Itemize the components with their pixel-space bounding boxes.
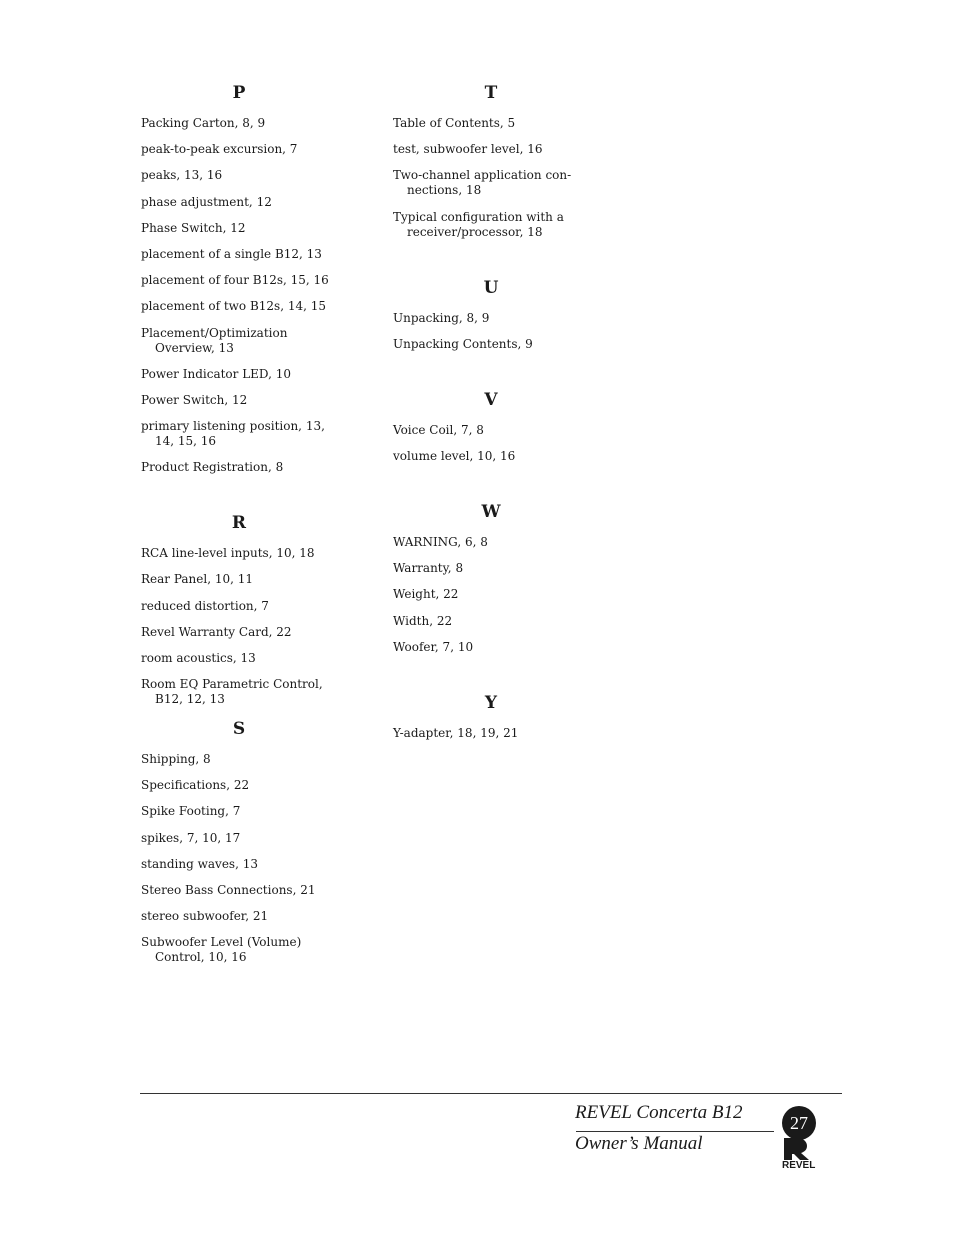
section-letter-v: V	[484, 390, 498, 410]
index-entry: test, subwoofer level, 16	[393, 142, 543, 156]
index-entry: Woofer, 7, 10	[393, 640, 474, 654]
index-entry: volume level, 10, 16	[393, 449, 516, 463]
section-letter-y: Y	[484, 693, 498, 713]
section-letter-t: T	[484, 83, 498, 103]
index-entry: Specifications, 22	[141, 778, 250, 792]
index-entry: Rear Panel, 10, 11	[141, 572, 253, 586]
index-entry: Power Indicator LED, 10	[141, 367, 292, 381]
index-entry: Voice Coil, 7, 8	[393, 423, 484, 437]
page-number-badge	[782, 1106, 816, 1140]
index-entry: RCA line-level inputs, 10, 18	[141, 546, 315, 560]
index-entry: peak-to-peak excursion, 7	[141, 142, 298, 156]
index-entry: Revel Warranty Card, 22	[141, 625, 292, 639]
index-entry: Shipping, 8	[141, 752, 211, 766]
index-entry: Unpacking Contents, 9	[393, 337, 533, 351]
logo-text: REVEL	[782, 1160, 816, 1170]
index-entry: placement of two B12s, 14, 15	[141, 299, 326, 313]
index-entry: reduced distortion, 7	[141, 599, 269, 613]
page-number: 27	[790, 1112, 808, 1133]
index-entry: room acoustics, 13	[141, 651, 256, 665]
footer-title-divider	[576, 1131, 774, 1132]
index-entry: Product Registration, 8	[141, 460, 284, 474]
section-letter-w: W	[481, 502, 501, 522]
index-entry: Placement/Optimization Overview, 13	[141, 326, 288, 355]
index-entry: stereo subwoofer, 21	[141, 909, 269, 923]
index-entry: spikes, 7, 10, 17	[141, 831, 241, 845]
index-entry: placement of a single B12, 13	[141, 247, 322, 261]
revel-logo-icon	[780, 1136, 826, 1170]
footer-product-title: REVEL Concerta B12	[575, 1102, 743, 1123]
index-entry: peaks, 13, 16	[141, 168, 223, 182]
section-letter-u: U	[483, 278, 499, 298]
index-entry: phase adjustment, 12	[141, 195, 272, 209]
index-entry: Typical configuration with a receiver/processor, 18	[393, 210, 564, 239]
footer-manual-title: Owner’s Manual	[575, 1133, 703, 1154]
index-entry: placement of four B12s, 15, 16	[141, 273, 329, 287]
index-entry: Room EQ Parametric Control, B12, 12, 13	[141, 677, 323, 706]
section-letter-r: R	[231, 513, 247, 533]
index-entry: Subwoofer Level (Volume) Control, 10, 16	[141, 935, 302, 964]
index-entry: Spike Footing, 7	[141, 804, 241, 818]
index-entry: standing waves, 13	[141, 857, 258, 871]
index-entry: Unpacking, 8, 9	[393, 311, 490, 325]
section-letter-s: S	[232, 719, 246, 739]
index-entry: Phase Switch, 12	[141, 221, 246, 235]
index-entry: WARNING, 6, 8	[393, 535, 488, 549]
index-entry: Stereo Bass Connections, 21	[141, 883, 316, 897]
index-entry: Power Switch, 12	[141, 393, 248, 407]
footer-divider	[140, 1093, 842, 1094]
index-entry: Packing Carton, 8, 9	[141, 116, 266, 130]
index-entry: Weight, 22	[393, 587, 459, 601]
index-entry: Warranty, 8	[393, 561, 464, 575]
index-entry: Y-adapter, 18, 19, 21	[393, 726, 519, 740]
index-entry: Width, 22	[393, 614, 453, 628]
section-letter-p: P	[232, 83, 246, 103]
index-entry: primary listening position, 13, 14, 15, 16	[141, 419, 325, 448]
index-entry: Two-channel application con- nections, 18	[393, 168, 572, 197]
index-entry: Table of Contents, 5	[393, 116, 516, 130]
